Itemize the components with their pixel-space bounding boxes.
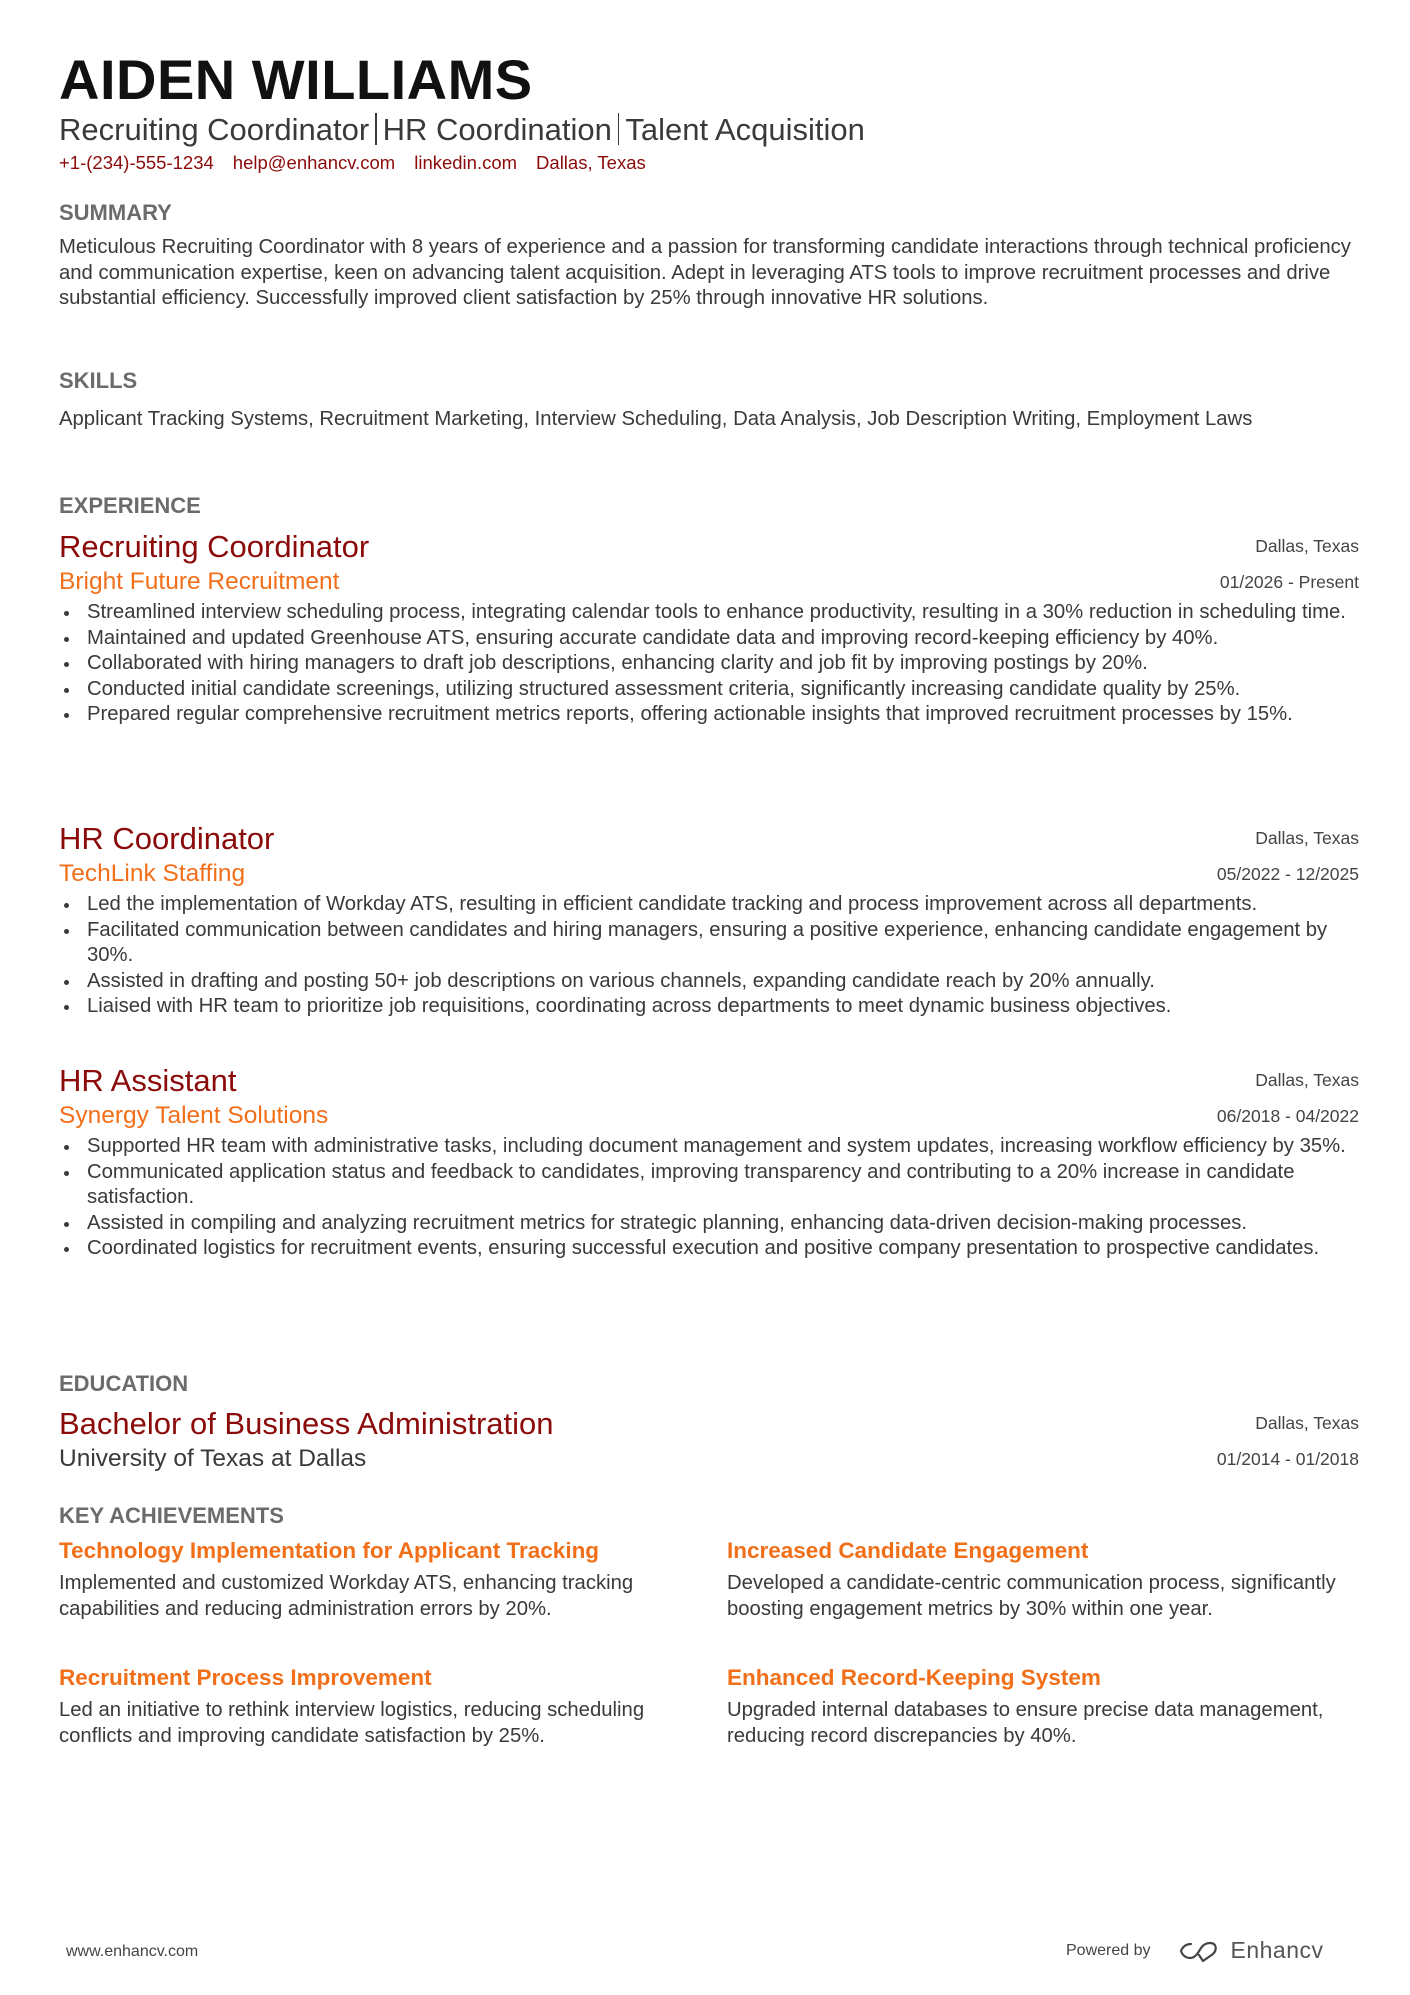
headline-part: HR Coordination	[382, 112, 612, 147]
achievements-heading: KEY ACHIEVEMENTS	[59, 1503, 284, 1528]
achievement-desc: Led an initiative to rethink interview logistics, reducing scheduling conflicts and improving candidate satisfaction by 25%.	[59, 1699, 645, 1747]
headline-part: Recruiting Coordinator	[59, 112, 370, 147]
phone-link[interactable]: +1-(234)-555-1234	[59, 152, 214, 173]
job-title: HR Assistant	[59, 1063, 237, 1098]
job-meta	[1217, 1062, 1359, 1134]
summary-text: Meticulous Recruiting Coordinator with 8 years of experience and a passion for transforming candidate interactions through technical proficiency and communication expertise, keen on advancing talent acquisition. Adept in leveraging ATS tools to improve recruitment processes and drive substantial efficiency. Successfully improved client satisfaction by 25% through innovative HR solutions.	[59, 236, 1351, 310]
education-entry	[59, 1405, 1359, 1475]
experience-heading: EXPERIENCE	[59, 493, 201, 518]
job-entry	[59, 528, 1359, 728]
bullet-item: Assisted in compiling and analyzing recruitment metrics for strategic planning, enhancing data-driven decision-making processes.	[87, 1211, 1359, 1237]
enhancv-logo-icon	[1177, 1938, 1223, 1964]
achievement-item	[59, 1663, 679, 1749]
job-bullets	[59, 1134, 1359, 1262]
bullet-item: Collaborated with hiring managers to draft job descriptions, enhancing clarity and job fit by improving postings by 20%.	[87, 651, 1359, 677]
bullet-item: Liaised with HR team to prioritize job requisitions, coordinating across departments to meet dynamic business objectives.	[87, 994, 1359, 1020]
achievement-item	[59, 1536, 679, 1622]
powered-by-label: Powered by	[1066, 1941, 1151, 1959]
bullet-item: Streamlined interview scheduling process, integrating calendar tools to enhance productivity, resulting in a 30% reduction in scheduling time.	[87, 600, 1359, 626]
bullet-item: Prepared regular comprehensive recruitment metrics reports, offering actionable insights that improved recruitment processes by 15%.	[87, 702, 1359, 728]
achievement-title: Increased Candidate Engagement	[727, 1538, 1089, 1563]
education-heading: EDUCATION	[59, 1371, 189, 1396]
bullet-item: Maintained and updated Greenhouse ATS, ensuring accurate candidate data and improving record-keeping efficiency by 40%.	[87, 626, 1359, 652]
education-location: Dallas, Texas	[1255, 1413, 1359, 1433]
bullet-item: Facilitated communication between candidates and hiring managers, ensuring a positive experience, enhancing candidate engagement by 30%.	[87, 918, 1359, 969]
job-location: Dallas, Texas	[1255, 1070, 1359, 1090]
achievement-item	[727, 1663, 1367, 1749]
job-dates: 06/2018 - 04/2022	[1216, 1106, 1359, 1126]
skills-text: Applicant Tracking Systems, Recruitment Marketing, Interview Scheduling, Data Analysis, Job Description Writing, Employment Laws	[59, 408, 1253, 430]
bullet-item: Communicated application status and feedback to candidates, improving transparency and contributing to a 20% increase in candidate satisfaction.	[87, 1160, 1359, 1211]
education-dates: 01/2014 - 01/2018	[1216, 1449, 1359, 1469]
job-title: Recruiting Coordinator	[59, 529, 370, 564]
job-entry	[59, 820, 1359, 1020]
bullet-item: Coordinated logistics for recruitment events, ensuring successful execution and positive company presentation to prospective candidates.	[87, 1236, 1359, 1262]
achievement-title: Technology Implementation for Applicant Tracking	[59, 1538, 600, 1563]
job-company: Bright Future Recruitment	[59, 568, 340, 595]
achievement-desc: Developed a candidate-centric communication process, significantly boosting engagement metrics by 30% within one year.	[727, 1572, 1336, 1620]
website-link[interactable]: www.enhancv.com	[66, 1943, 199, 1960]
job-meta	[1220, 528, 1359, 600]
location: Dallas, Texas	[536, 152, 646, 173]
job-bullets	[59, 600, 1359, 728]
achievement-title: Enhanced Record-Keeping System	[727, 1665, 1101, 1690]
degree: Bachelor of Business Administration	[59, 1406, 554, 1441]
contact-info	[59, 151, 665, 175]
headline	[59, 110, 865, 150]
education-meta	[1217, 1405, 1359, 1477]
powered-by	[1066, 1937, 1324, 1964]
email-link[interactable]: help@enhancv.com	[232, 152, 396, 173]
achievement-desc: Upgraded internal databases to ensure precise data management, reducing record discrepancies by 40%.	[727, 1699, 1324, 1747]
skills-heading: SKILLS	[59, 368, 138, 393]
divider	[618, 113, 620, 145]
job-entry	[59, 1062, 1359, 1262]
bullet-item: Conducted initial candidate screenings, utilizing structured assessment criteria, significantly increasing candidate quality by 25%.	[87, 677, 1359, 703]
job-title: HR Coordinator	[59, 821, 275, 856]
bullet-item: Assisted in drafting and posting 50+ job descriptions on various channels, expanding candidate reach by 20% annually.	[87, 969, 1359, 995]
headline-part: Talent Acquisition	[625, 112, 865, 147]
candidate-name: AIDEN WILLIAMS	[59, 48, 533, 111]
job-location: Dallas, Texas	[1255, 536, 1359, 556]
job-meta	[1217, 820, 1359, 892]
school: University of Texas at Dallas	[59, 1445, 367, 1472]
job-dates: 05/2022 - 12/2025	[1216, 864, 1359, 884]
divider	[375, 113, 377, 145]
achievement-title: Recruitment Process Improvement	[59, 1665, 432, 1690]
achievement-desc: Implemented and customized Workday ATS, enhancing tracking capabilities and reducing administration errors by 20%.	[59, 1572, 634, 1620]
job-bullets	[59, 892, 1359, 1020]
bullet-item: Led the implementation of Workday ATS, resulting in efficient candidate tracking and process improvement across all departments.	[87, 892, 1359, 918]
job-company: Synergy Talent Solutions	[59, 1102, 329, 1129]
summary-heading: SUMMARY	[59, 200, 172, 225]
enhancv-logo[interactable]	[1177, 1937, 1324, 1964]
brand-name: Enhancv	[1230, 1937, 1324, 1963]
bullet-item: Supported HR team with administrative tasks, including document management and system updates, increasing workflow efficiency by 35%.	[87, 1134, 1359, 1160]
job-location: Dallas, Texas	[1255, 828, 1359, 848]
job-company: TechLink Staffing	[59, 860, 246, 887]
achievement-item	[727, 1536, 1367, 1622]
job-dates: 01/2026 - Present	[1219, 572, 1359, 592]
linkedin-link[interactable]: linkedin.com	[414, 152, 518, 173]
